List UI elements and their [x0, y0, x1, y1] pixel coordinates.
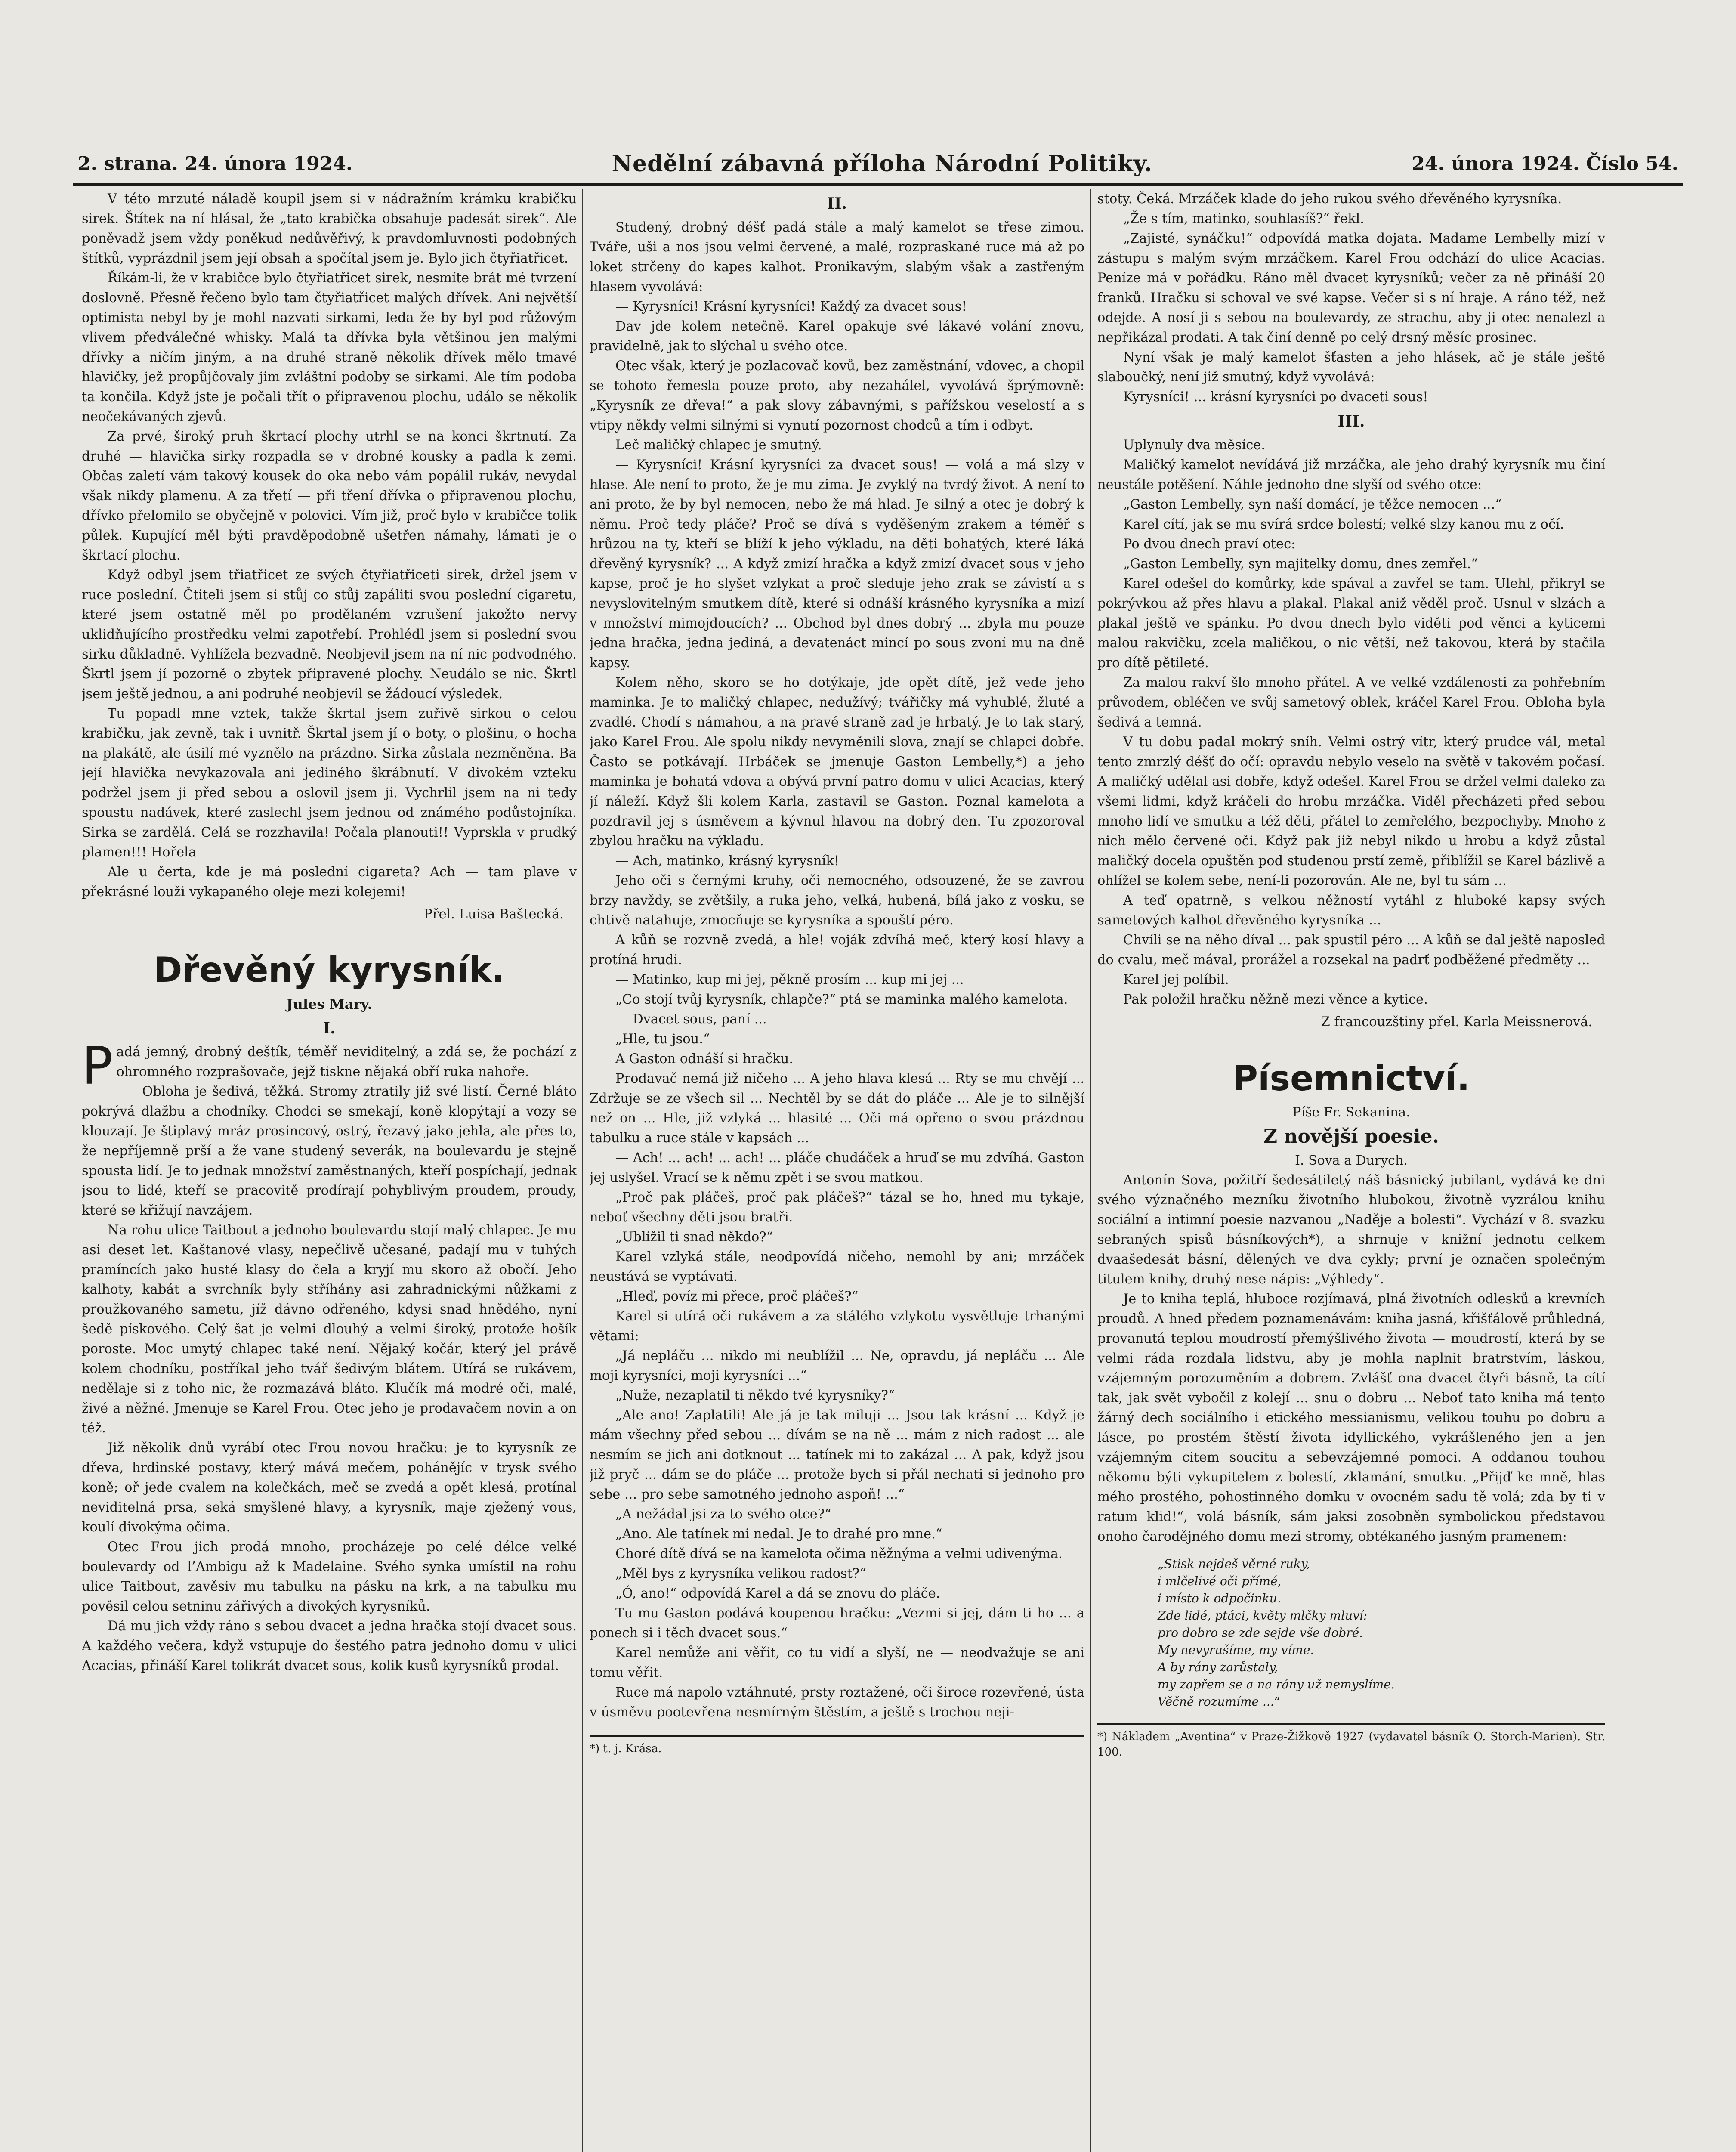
paragraph: — Kyrysníci! Krásní kyrysníci za dvacet sous! — volá a má slzy v hlase. Ale není to proto, že je mu zima. Je zvyklý na tvrdý život. A není to ani proto, že by byl nemocen, nebo že má hlad. Je silný a otec je dobrý k němu. Proč tedy pláče? Proč se dívá s vyděšeným zrakem a téměř s hrůzou na ty, kteří se blíží k jeho výkladu, na děti bohatých, které láká dřevěný kyrysník? ... A když zmizí hračka a když zmizí dvacet sous v jeho kapse, proč je ho slyšet vzlykat a proč sleduje jeho zrak se závistí a s nevyslovitelným smutkem dítě, které si odnáší krásného kyrysníka a mizí v množství mimojdoucích? ... Obchod byl dnes dobrý ... zbyla mu pouze jedna hračka, jedna jediná, a devatenáct mincí po sous zvoní mu na dně kapsy. — [590, 458, 1084, 671]
paragraph: Kyrysníci! ... krásní kyrysníci po dvaceti sous! — [1123, 390, 1428, 405]
paragraph: Nyní však je malý kamelot šťasten a jeho hlásek, ač je stále ještě slaboučký, není již smutný, když vyvolává: — [1097, 350, 1605, 385]
column-1 — [82, 189, 577, 2152]
paragraph: Chvíli se na něho díval ... pak spustil péro ... A kůň se dal ještě naposled do cvalu, meč mával, prorážel a rozsekal na padrť podběžené předměty ... — [1097, 933, 1605, 968]
poem-line: „Stisk nejdeš věrné ruky, — [1158, 1557, 1310, 1571]
byline: Píše Fr. Sekanina. — [1292, 1105, 1410, 1120]
paragraph: „Hleď, povíz mi přece, proč pláčeš?“ — [615, 1289, 859, 1304]
story-title: Dřevěný kyrysník. — [153, 950, 505, 990]
poem-quote — [1158, 1555, 1605, 1710]
paragraph: Obloha je šedivá, těžká. Stromy ztratily již své listí. Černé bláto pokrývá dlažbu a chodníky. Chodci se smekají, koně klopýtají a vozy se klouzají. Je štiplavý mráz prosincový, ostrý, řezavý jako jehla, ale přes to, že nepříjemně prší a že vane studený severák, na boulevardu je stejně spousta lidí. Je to jednak množství zaměstnaných, kteří pospíchají, jednak jsou to lidé, kteří se pracovitě prodírají pohyblivým proudem, proudy, které se křižují navzájem. — [82, 1084, 577, 1218]
paragraph: A Gaston odnáší si hračku. — [615, 1051, 794, 1067]
paragraph: Ale u čerta, kde je má poslední cigareta? Ach — tam plave v překrásné louži vykapaného oleje mezi kolejemi! — [82, 865, 577, 900]
paragraph: Karel cítí, jak se mu svírá srdce bolestí; velké slzy kanou mu z očí. — [1123, 517, 1564, 532]
paragraph: Tu popadl mne vztek, takže škrtal jsem zuřivě sirkou o celou krabičku, jak zevně, tak i uvnitř. Škrtal jsem jí o boty, o plošinu, o hocha na plakátě, ale úsilí mé vyznělo na prázdno. Sirka zůstala nezměněna. Ba její hlavička nevykazovala ani jediného škrábnutí. V divokém vzteku podržel jsem ji před sebou a oslovil jsem ji. Vychrlil jsem na ni tedy spoustu nadávek, které zaslechl jsem jednou od známého podůstojníka. Sirka se zardělá. Celá se rozzhavila! Počala planouti!! Vyprskla v prudký plamen!!! Hořela — — [82, 706, 577, 860]
paragraph: „Ublížil ti snad někdo?“ — [615, 1230, 773, 1245]
paragraph: Otec však, který je pozlacovač kovů, bez zaměstnání, vdovec, a chopil se tohoto řemesla pouze proto, aby nezahálel, vyvolává šprýmovně: „Kyrysník ze dřeva!“ a pak slovy zábavnými, s pařížskou veselostí a s vtipy někdy velmi silnými si vynutí pozornost chodců a tím i odbyt. — [590, 359, 1084, 433]
paragraph: V této mrzuté náladě koupil jsem si v nádražním krámku krabičku sirek. Štítek na ní hlásal, že „tato krabička obsahuje padesát sirek“. Ale poněvadž jsem vždy poněkud nedůvěřivý, k pravdomluvnosti podobných štítků, vyprázdnil jsem její obsah a spočítal jsem je. Bylo jich čtyřiatřicet. — [82, 192, 577, 266]
paragraph: Již několik dnů vyrábí otec Frou novou hračku: je to kyrysník ze dřeva, hrdinské postavy, který mává mečem, pohánějíc v trysk svého koně; oř jede cvalem na kolečkách, meč se zvedá a opět klesá, protínal neviditelná prsa, seká smyšlené hlavy, a kyrysník, maje zježený vous, koulí divokýma očima. — [82, 1441, 577, 1535]
paragraph: A kůň se rozvně zvedá, a hle! voják zdvíhá meč, který kosí hlavy a protíná hrudi. — [590, 933, 1084, 968]
drop-cap: P — [82, 1036, 113, 1096]
paragraph: — Matinko, kup mi jej, pěkně prosím ... kup mi jej ... — [615, 972, 964, 987]
header-rule — [73, 183, 1683, 186]
poem-line: my zapřem se a na rány už nemyslíme. — [1158, 1677, 1395, 1691]
paragraph: „A nežádal jsi za to svého otce?“ — [615, 1507, 831, 1522]
paragraph: Prodavač nemá již ničeho ... A jeho hlava klesá ... Rty se mu chvějí ... Zdržuje se ze všech sil ... Nechtěl by se dát do pláče ... Ale je to silnější než on ... Hle, již vzlyká ... hlasité ... Oči má opřeno o svou prázdnou tabulku a ruce stále v kapsách ... — [590, 1071, 1084, 1146]
paragraph: Leč maličký chlapec je smutný. — [615, 438, 822, 453]
poem-line: Zde lidé, ptáci, květy mlčky mluví: — [1158, 1608, 1368, 1623]
paragraph: Studený, drobný déšť padá stále a malý kamelot se třese zimou. Tváře, uši a nos jsou velmi červené, a malé, rozpraskané ruce má až po loket strčeny do kapes kalhot. Pronikavým, slabým však a zastřeným hlasem vyvolává: — [590, 220, 1084, 294]
paragraph: Dav jde kolem netečně. Karel opakuje své lákavé volání znovu, pravidelně, jak to slýchal u svého otce. — [590, 319, 1084, 354]
paragraph: Když odbyl jsem třiatřicet ze svých čtyřiatřiceti sirek, držel jsem v ruce poslední. Čtiteli jsem si stůj co stůj zapáliti svou poslední cigaretu, které jsem ostatně měl po prodělaném vzrušení jakožto nervy uklidňujícího prostředku velmi zapotřebí. Prohlédl jsem si poslední svou sirku důkladně. Vyhlížela bezvadně. Neobjevil jsem na ní nic podvodného. Škrtl jsem jí pozorně o zbytek připravené plochy. Neudálo se nic. Škrtl jsem ještě jednou, a ani podruhé neobjevil se žádoucí výsledek. — [82, 568, 577, 702]
header-right: 24. února 1924. Číslo 54. — [1412, 152, 1678, 175]
poem-line: i místo k odpočinku. — [1158, 1591, 1281, 1605]
paragraph: — Dvacet sous, paní ... — [615, 1012, 767, 1027]
paragraph: A teď opatrně, s velkou něžností vytáhl z hluboké kapsy svých sametových kalhot dřevěného kyrysníka ... — [1097, 893, 1605, 928]
poem-line: Věčně rozumíme ...“ — [1158, 1694, 1280, 1709]
paragraph — [82, 1036, 577, 1096]
section-number: III. — [1338, 412, 1365, 430]
paragraph: Na rohu ulice Taitbout a jednoho boulevardu stojí malý chlapec. Je mu asi deset let. Kaštanové vlasy, nepečlivě učesané, padají mu v tuhých pramíncích jako husté klasy do čela a kryjí mu skoro až obočí. Jeho kalhoty, kabát a svrchník byly stříhány asi zahradnickými nůžkami z proužkovaného sametu, jíž dávno odřeného, kdysi snad hnědého, nyní šedě pískového. Celý šat je velmi dlouhý a velmi široký, protože hošík poroste. Moc umytý chlapec také není. Nějaký kočár, který jel právě kolem chodníku, postříkal jeho tvář šedivým blátem. Utírá se rukávem, nedělaje si z toho nic, že rozmazává bláto. Klučík má modré oči, malé, živé a něžné. Jmenuje se Karel Frou. Otec jeho je prodavačem novin a on též. — [82, 1223, 577, 1436]
poem-line: pro dobro se zde sejde vše dobré. — [1158, 1626, 1363, 1640]
poem-line: A by rány zarůstaly, — [1158, 1660, 1278, 1674]
paragraph: Tu mu Gaston podává koupenou hračku: „Vezmi si jej, dám ti ho ... a ponech si i těch dvacet sous.“ — [590, 1606, 1084, 1641]
column-3 — [1097, 189, 1605, 2152]
paragraph: Karel jej políbil. — [1123, 972, 1229, 987]
article-subtitle: Z novější poesie. — [1263, 1125, 1439, 1147]
translator-signature: Z francouzštiny přel. Karla Meissnerová. — [1321, 1014, 1592, 1030]
paragraph: Jeho oči s černými kruhy, oči nemocného, odsouzené, že se zavrou brzy navždy, se zvětšily, a ruka jeho, velká, hubená, bílá jako z vosku, se chtivě natahuje, zmocňuje se kyrysníka a spouští péro. — [590, 873, 1084, 928]
column-2 — [590, 189, 1084, 2152]
paragraph: Uplynuly dva měsíce. — [1123, 438, 1266, 453]
paragraph: „Že s tím, matinko, souhlasíš?“ řekl. — [1123, 211, 1364, 226]
section-number: I. — [323, 1019, 336, 1037]
masthead — [77, 148, 1678, 179]
column-rule — [1090, 189, 1091, 2152]
paragraph: Je to kniha teplá, hluboce rozjímavá, plná životních odlesků a krevních proudů. A hned předem poznamenávám: kniha jasná, křišťálově průhledná, provanutá teplou moudrostí přemýšlivého života — moudrostí, která by se velmi ráda rozdala lidstvu, aby je mohla naplnit bratrstvím, láskou, vzájemným porozuměním a dobrem. Zvlášť ona dvacet čtyři básně, ta cítí tak, jak svět vybočil z kolejí ... snu o dobru ... Neboť tato kniha má tento žárný dech sociálního i etického messianismu, velikou touhu po dobru a lásce, po prostém štěstí života idyllického, vykrášleného jen a jen vzájemným citem soucitu a sebevzájemné pomoci. A oddanou touhou někomu býti vykupitelem z bolestí, zklamání, smutku. „Přijď ke mně, hlas mého prostého, pohostinného domku v ovocném sadu tě volá; zda by ti v ratum klid!“, volá básník, sám jaksi zosobněn symbolickou představou onoho čarodějného domu mezi stromy, obtékaného jasným pramenem: — [1097, 1292, 1605, 1544]
column-rule — [582, 189, 583, 2152]
paragraph: Kolem něho, skoro se ho dotýkaje, jde opět dítě, jež vede jeho maminka. Je to maličký chlapec, nedužívý; tvářičky má vyhublé, žluté a zvadlé. Chodí s námahou, a na pravé straně zad je hrbatý. Je to tak starý, jako Karel Frou. Ale spolu nikdy nevyměnili slova, znají se chlapci dobře. Často se potkávají. Hrbáček se jmenuje Gaston Lembelly,*) a jeho maminka je bohatá vdova a obývá první patro domu v ulici Acacias, který jí náleží. Když šli kolem Karla, zastavil se Gaston. Poznal kamelota a pozdravil jej s úsměvem a kývnul hlavou na dobrý den. Tu zpozoroval zbylou hračku na výkladu. — [590, 675, 1084, 849]
section-number: II. — [827, 195, 847, 213]
paragraph: V tu dobu padal mokrý sníh. Velmi ostrý vítr, který prudce vál, metal tento zmrzlý déšť do očí: opravdu nebylo veselo na světě v takovém počasí. A maličký udělal asi dobře, když odešel. Karel Frou se držel velmi daleko za všemi lidmi, když kráčeli do hrobu mrzáčka. Viděl přecházeti před sebou mnoho lidí ve smutku a též děti, přátel to zemřelého, bezpochyby. Mnoho z nich mělo červené oči. Když pak již nebyl nikdo u hrobu a když zůstal maličký docela opuštěn pod studenou prstí země, přiblížil se Karel bázlivě a ohlížel se kolem sebe, není-li pozorován. Ale ne, byl tu sám ... — [1097, 735, 1605, 888]
paragraph-text: adá jemný, drobný deštík, téměř neviditelný, a zdá se, že pochází z ohromného rozprašovače, jejž tiskne nějaká obří ruka nahoře. — [116, 1045, 577, 1079]
paragraph: „Hle, tu jsou.“ — [615, 1032, 710, 1047]
paragraph: „Gaston Lembelly, syn majitelky domu, dnes zemřel.“ — [1123, 557, 1478, 572]
footnote: *) Nákladem „Aventina“ v Praze-Žižkově 1927 (vydavatel básník O. Storch-Marien). Str. 100. — [1097, 1723, 1605, 1760]
paragraph: „Nuže, nezaplatil ti někdo tvé kyrysníky?“ — [615, 1388, 895, 1403]
paragraph: Karel odešel do komůrky, kde spával a zavřel se tam. Ulehl, přikryl se pokrývkou až přes hlavu a plakal. Plakal aniž věděl proč. Usnul v slzách a plakal ještě ve spánku. Po dvou dnech bylo viděti pod věnci a kyticemi malou rakvičku, zcela maličkou, o nic větší, než takovou, která by stačila pro dítě pětileté. — [1097, 576, 1605, 671]
paragraph: „Měl bys z kyrysníka velikou radost?“ — [615, 1566, 866, 1581]
paragraph: Dá mu jich vždy ráno s sebou dvacet a jedna hračka stojí dvacet sous. A každého večera, když vstupuje do šestého patra jednoho domu v ulici Acacias, přináší Karel tolikrát dvacet sous, kolik kusů kyrysníků prodal. — [82, 1619, 577, 1673]
paragraph: Ruce má napolo vztáhnuté, prsty roztažené, oči široce rozevřené, ústa v úsměvu pootevřena nesmírným štěstím, a ještě s trochou neji- — [590, 1685, 1084, 1720]
paragraph: stoty. Čeká. Mrzáček klade do jeho rukou svého dřevěného kyrysníka. — [1097, 192, 1562, 207]
paragraph: — Ach, matinko, krásný kyrysník! — [615, 853, 840, 869]
paragraph: Antonín Sova, požitří šedesátiletý náš básnický jubilant, vydává ke dni svého význačného mezníku životního hlubokou, životně vyzrálou knihu sociální a intimní poesie nazvanou „Naděje a bolesti“. Vychází v 8. svazku sebraných spisů básníkových*), a shrnuje v knižní jednotu celkem dvaašedesát básní, dělených ve dva cykly; první je označen společným titulem knihy, druhý nese nápis: „Výhledy“. — [1097, 1173, 1605, 1287]
paragraph: „Proč pak pláčeš, proč pak pláčeš?“ tázal se ho, hned mu tykaje, neboť všechny děti jsou bratři. — [590, 1190, 1084, 1225]
paragraph: Choré dítě dívá se na kamelota očima něžnýma a velmi udivenýma. — [615, 1546, 1063, 1561]
paragraph: — Ach! ... ach! ... ach! ... pláče chudáček a hruď se mu zdvíhá. Gaston jej uslyšel. Vrací se k němu zpět i se svou matkou. — [590, 1150, 1084, 1185]
paragraph: Pak položil hračku něžně mezi věnce a kytice. — [1123, 992, 1428, 1007]
poem-line: My nevyrušíme, my víme. — [1158, 1643, 1314, 1657]
paragraph: Maličký kamelot nevídává již mrzáčka, ale jeho drahý kyrysník mu činí neustále potěšení. Náhle jednoho dne slyší od svého otce: — [1097, 458, 1605, 492]
paragraph: Karel nemůže ani věřit, co tu vidí a slyší, ne — neodvažuje se ani tomu věřit. — [590, 1645, 1084, 1680]
footnote: *) t. j. Krása. — [590, 1735, 1084, 1756]
paragraph: „Gaston Lembelly, syn naší domácí, je těžce nemocen ...“ — [1123, 497, 1502, 512]
article-subsection: I. Sova a Durych. — [1295, 1153, 1408, 1168]
paragraph: „Já nepláču ... nikdo mi neublížil ... Ne, opravdu, já nepláču ... Ale moji kyrysníci, moji kyrysníci ...“ — [590, 1348, 1084, 1383]
paragraph: „Co stojí tvůj kyrysník, chlapče?“ ptá se maminka malého kamelota. — [615, 992, 1068, 1007]
paragraph: „Ale ano! Zaplatili! Ale já je tak miluji ... Jsou tak krásní ... Když je mám všechny před sebou ... dívám se na ně ... mám z nich radost ... ale nesmím se jich ani dotknout ... tatínek mi to zakázal ... A pak, když jsou již pryč ... dám se do pláče ... protože bych si přál nechati si jednoho pro sebe ... pro sebe samotného jednoho aspoň! ...“ — [590, 1408, 1084, 1502]
story-author: Jules Mary. — [286, 996, 372, 1012]
paragraph: „Ano. Ale tatínek mi nedal. Je to drahé pro mne.“ — [615, 1527, 942, 1542]
paragraph: „Zajisté, synáčku!“ odpovídá matka dojata. Madame Lembelly mizí v zástupu s malým svým mrzáčkem. Karel Frou odchází do ulice Acacias. Peníze má v pořádku. Ráno měl dvacet kyrysníků; večer za ně přináší 20 franků. Hračku si schoval ve své kapse. Večer si s ní hraje. A ráno též, než odejde. A nosí ji s sebou na boulevardy, ze strachu, aby ji otec nenalezl a nepřikázal prodati. A tak činí denně po celý drsný měsíc prosinec. — [1097, 231, 1605, 345]
paragraph: Říkám-li, že v krabičce bylo čtyřiatřicet sirek, nesmíte brát mé tvrzení doslovně. Přesně řečeno bylo tam čtyřiatřicet malých dřívek. Ani největší optimista nebyl by je mohl nazvati sirkami, leda že by byl pod růžovým vlivem předválečné whisky. Malá ta dřívka byla většinou jen malými dřívky a ničím jiným, a na druhé straně několik dřívek mělo tmavé hlavičky, jež propůjčovaly jim zvláštní podoby se sirkami. Ale tím podoba ta končila. Když jste je počali třít o připravenou plochu, událo se několik neočekávaných zjevů. — [82, 271, 577, 424]
paragraph: Karel si utírá oči rukávem a za stálého vzlykotu vysvětluje trhanými větami: — [590, 1309, 1084, 1344]
paragraph: Za prvé, široký pruh škrtací plochy utrhl se na konci škrtnutí. Za druhé — hlavička sirky rozpadla se v drobné kousky a padla k zemi. Občas zaletí vám takový kousek do oka nebo vám popálil rukáv, nevydal však nikdy plamenu. A za třetí — při tření dřívka o připravenou plochu, dřívko přelomilo se obyčejně v polovici. Vím již, proč bylo v krabičce tolik půlek. Kupující měl býti pravděpodobně ušetřen námahy, lámati je o škrtací plochu. — [82, 429, 577, 563]
poem-line: i mlčelivé oči přímé, — [1158, 1574, 1282, 1588]
paragraph: — Kyrysníci! Krásní kyrysníci! Každý za dvacet sous! — [615, 299, 967, 314]
section-title: Písemnictví. — [1232, 1058, 1470, 1098]
header-title: Nedělní zábavná příloha Národní Politiky. — [612, 150, 1152, 177]
paragraph: Po dvou dnech praví otec: — [1123, 537, 1296, 552]
header-left: 2. strana. 24. února 1924. — [77, 152, 353, 175]
paragraph: Karel vzlyká stále, neodpovídá ničeho, nemohl by ani; mrzáček neustává se vyptávati. — [590, 1249, 1084, 1284]
paragraph: Za malou rakví šlo mnoho přátel. A ve velké vzdálenosti za pohřebním průvodem, obléčen ve svůj sametový oblek, kráčel Karel Frou. Obloha byla šedivá a temná. — [1097, 675, 1605, 730]
paragraph: „Ó, ano!“ odpovídá Karel a dá se znovu do pláče. — [615, 1586, 940, 1601]
paragraph: Otec Frou jich prodá mnoho, procházeje po celé délce velké boulevardy od l’Ambigu až k Madelaine. Svého synka umístil na rohu ulice Taitbout, zavěsiv mu tabulku na pásku na krk, a na tabulku mu pověsil celou setninu zářivých a divokých kyrysníků. — [82, 1540, 577, 1614]
translator-signature: Přel. Luisa Baštecká. — [423, 907, 564, 922]
